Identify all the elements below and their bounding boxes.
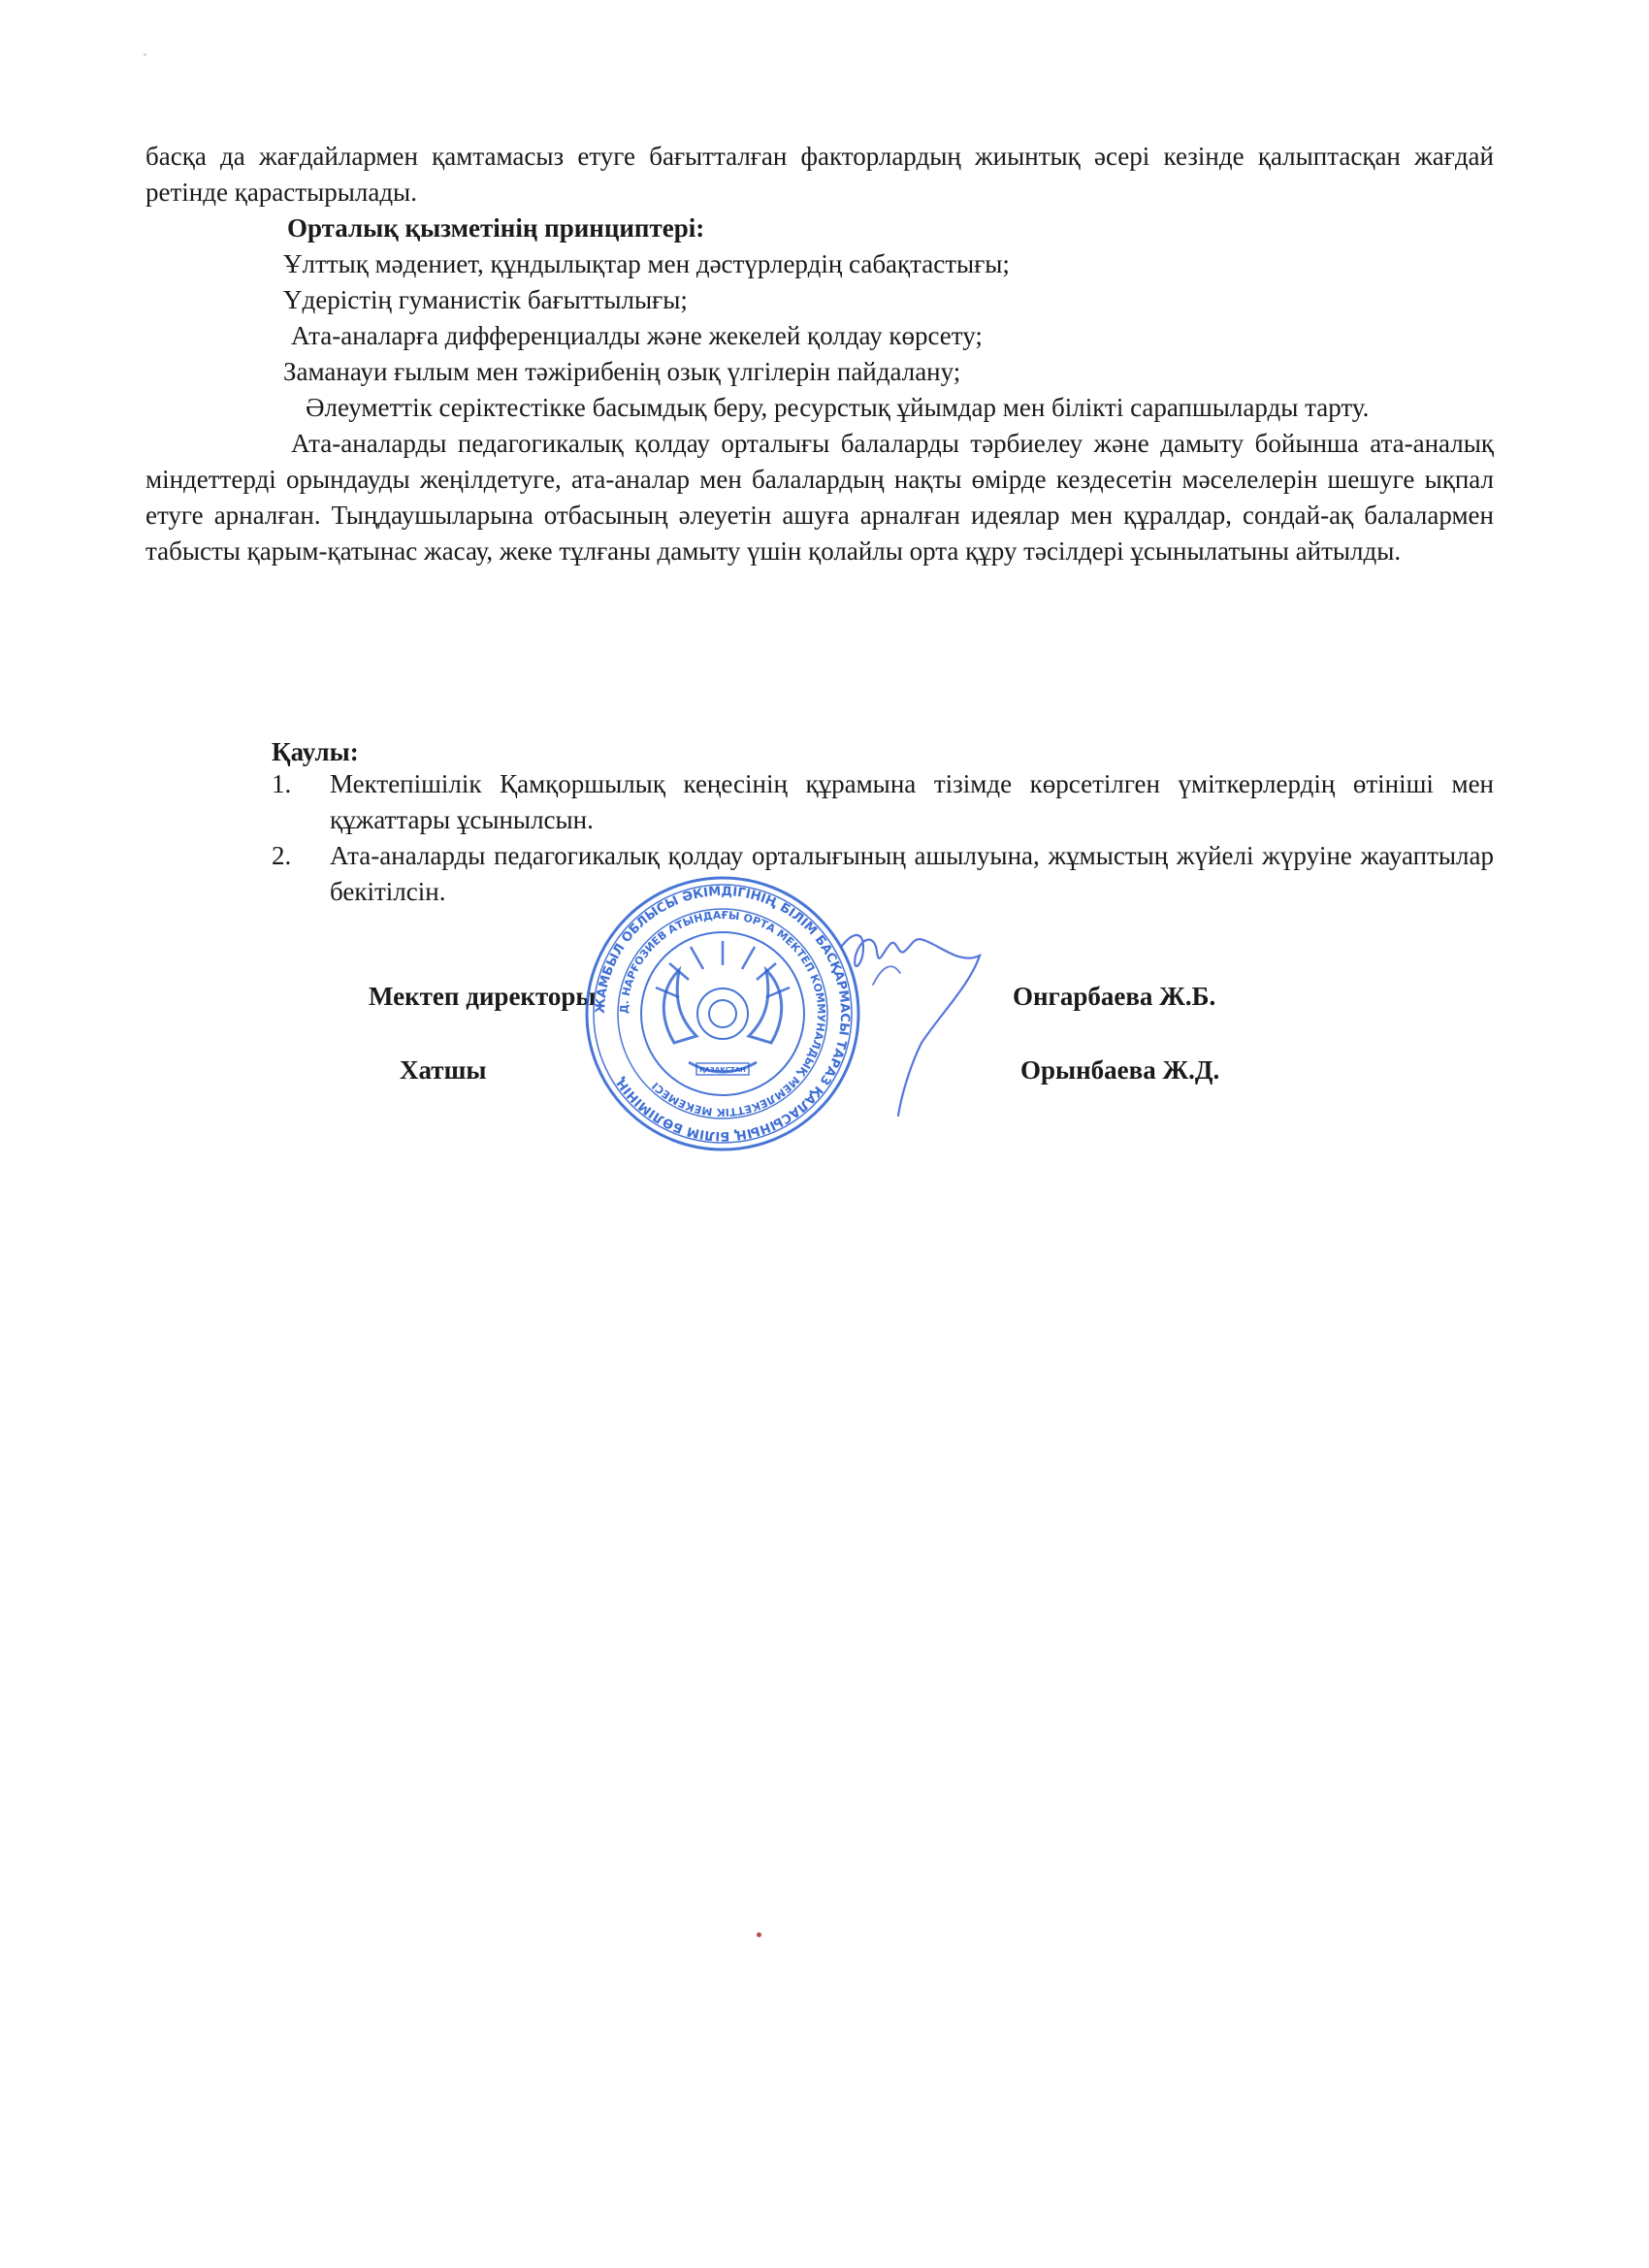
resolution-item-text: Ата-аналарды педагогикалық қолдау орталығының ашылуына, жұмыстың жүйелі жүруіне жауаптылар бекітілсін. xyxy=(330,841,1494,906)
director-label: Мектеп директоры xyxy=(369,982,597,1011)
principle-item: Үдерістің гуманистік бағыттылығы; xyxy=(283,285,688,314)
stamp-emblem-label: ҚАЗАҚСТАН xyxy=(699,1066,746,1074)
principles-heading: Орталық қызметінің принциптері: xyxy=(287,213,705,243)
paragraph-2: Ата-аналарды педагогикалық қолдау орталығы балаларды тәрбиелеу және дамыту бойынша ата-аналық міндеттерді орындауды жеңілдетуге, ата-аналар мен балалардың нақты өмірде кездесетін мәселелерін шешуге ықпал етуге арналған. Тыңдаушыларына отбасының әлеуетін ашуға арналған идеялар мен құралдар, сондай-ақ балалармен табысты қарым-қатынас жасау, жеке тұлғаны дамыту үшін қолайлы орта құру тәсілдері ұсынылатыны айтылды. xyxy=(146,429,1494,566)
resolution-item xyxy=(272,838,1494,910)
stamp-inner-text: Д. НАРҒОЗИЕВ АТЫНДАҒЫ ОРТА МЕКТЕП КОММУНАЛДЫҚ МЕМЛЕКЕТТІК МЕКЕМЕСІ xyxy=(617,908,828,1119)
resolution-item-number: 1. xyxy=(272,769,292,798)
secretary-label: Хатшы xyxy=(400,1055,487,1085)
stamp-outer-text: ЖАМБЫЛ ОБЛЫСЫ ӘКІМДІГІНІҢ БІЛІМ БАСҚАРМАСЫ ТАРАЗ ҚАЛАСЫНЫҢ БІЛІМ БӨЛІМІНІҢ xyxy=(593,884,853,1144)
scan-speck xyxy=(144,53,146,56)
resolution-heading: Қаулы: xyxy=(272,737,359,766)
resolution-item xyxy=(272,766,1494,838)
secretary-name: Орынбаева Ж.Д. xyxy=(1020,1055,1220,1085)
paragraph-1: басқа да жағдайлармен қамтамасыз етуге бағытталған факторлардың жиынтық әсері кезінде қалыптасқан жағдай ретінде қарастырылады. xyxy=(146,142,1494,207)
paragraph-continuation xyxy=(146,139,1494,211)
director-name: Онгарбаева Ж.Б. xyxy=(1013,982,1216,1011)
scan-speck xyxy=(757,1932,761,1937)
handwritten-signature xyxy=(834,926,1028,1120)
resolution-item-text: Мектепішілік Қамқоршылық кеңесінің құрамына тізімде көрсетілген үміткерлердің өтініші мен құжаттары ұсынылсын. xyxy=(330,769,1494,834)
principle-item-last: Әлеуметтік серіктестікке басымдық беру, ресурстық ұйымдар мен білікті сарапшыларды тарту. xyxy=(306,393,1370,422)
principle-item: Заманауи ғылым мен тәжірибенің озық үлгілерін пайдалану; xyxy=(283,357,961,386)
principles-block xyxy=(146,211,1494,569)
principle-item: Ұлттық мәдениет, құндылықтар мен дәстүрлердің сабақтастығы; xyxy=(283,249,1010,278)
principle-item: Ата-аналарға дифференциалды және жекелей қолдау көрсету; xyxy=(291,321,983,350)
resolution-list xyxy=(272,766,1494,910)
official-stamp-icon xyxy=(582,873,863,1154)
resolution-item-number: 2. xyxy=(272,841,292,870)
